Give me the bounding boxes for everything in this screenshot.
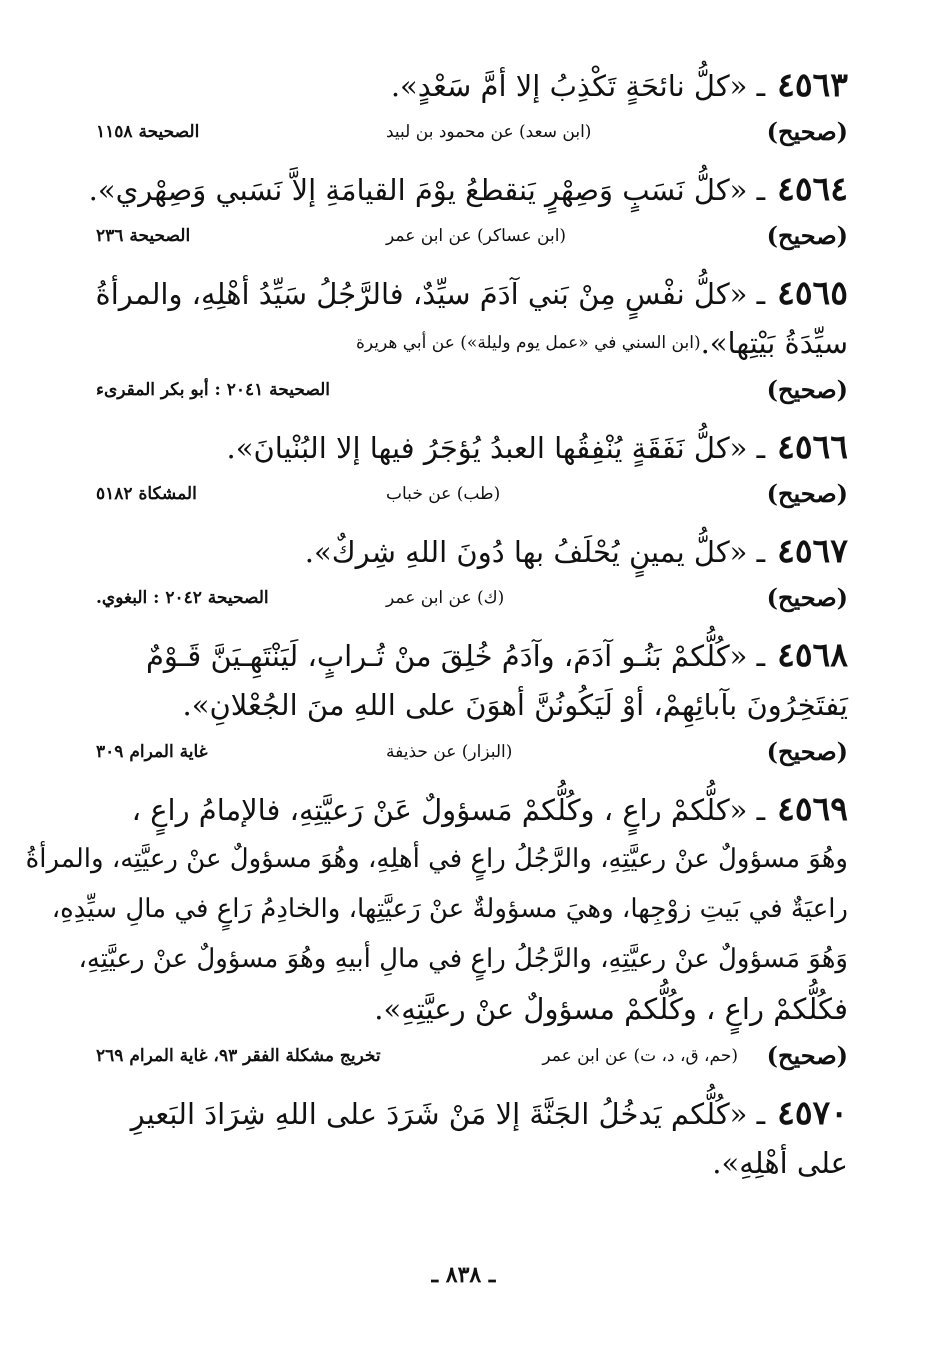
hadith-4565 (96, 268, 848, 318)
hadith-number: ٤٥٦٦ (777, 427, 848, 466)
hadith-text: ـ «كلُّ يمينٍ يُحْلَفُ بها دُونَ اللهِ شِركٌ». (304, 535, 766, 569)
source-line-4568 (96, 730, 848, 774)
source-text: (ك) عن ابن عمر (386, 588, 505, 608)
hadith-4567 (96, 526, 848, 576)
source-line-4567 (96, 576, 848, 620)
reference-text: الصحيحة ٢٣٦ (96, 226, 191, 246)
source-line-4563 (96, 110, 848, 154)
source-text: (ابن عساكر) عن ابن عمر (386, 226, 567, 246)
grade-label: (صحيح) (766, 583, 848, 612)
hadith-4566 (96, 422, 848, 472)
hadith-text: راعيَةٌ في بَيتِ زوْجِها، وهيَ مسؤولةٌ عنْ رَعيَّتِها، والخادِمُ رَاعٍ في مالِ سيِّدِهِ، (51, 894, 848, 924)
page-number: ـ ٨٣٨ ـ (431, 1262, 496, 1288)
hadith-text: على أهْلِهِ». (712, 1146, 848, 1180)
grade-label: (صحيح) (766, 479, 848, 508)
hadith-4569-continuation (96, 984, 848, 1034)
hadith-text: يَفتَخِرُونَ بآبائِهِمْ، أوْ لَيَكُونُنَّ أهوَنَ على اللهِ منَ الجُعْلانِ». (182, 688, 848, 722)
source-text: (طب) عن خباب (386, 484, 501, 504)
hadith-text: ـ «كُلُّكم يَدخُلُ الجَنَّةَ إلا مَنْ شَرَدَ على اللهِ شِرَادَ البَعيرِ (130, 1097, 766, 1131)
hadith-text: ـ «كلُّكمْ راعٍ ، وكُلُّكمْ مَسؤولٌ عَنْ رَعيَّتِهِ، فالإمامُ راعٍ ، (131, 793, 766, 827)
hadith-number: ٤٥٦٧ (777, 531, 848, 570)
page-body (25, 60, 848, 1188)
source-line-4564 (96, 214, 848, 258)
grade-label: (صحيح) (766, 221, 848, 250)
hadith-4569 (96, 784, 848, 834)
grade-label: (صحيح) (766, 117, 848, 146)
hadith-number: ٤٥٦٨ (777, 635, 848, 674)
hadith-number: ٤٥٦٣ (777, 65, 848, 104)
hadith-4568 (96, 630, 848, 680)
hadith-4569-continuation (51, 884, 848, 934)
hadith-4570 (96, 1088, 848, 1138)
hadith-number: ٤٥٦٤ (777, 169, 848, 208)
hadith-text: سيِّدَةُ بَيْتِها». (700, 326, 848, 360)
grade-label: (صحيح) (766, 1041, 848, 1070)
source-line-4569 (96, 1034, 848, 1078)
source-line-4565 (96, 368, 848, 412)
hadith-4569-continuation (25, 834, 848, 884)
source-text: (ابن السني في «عمل يوم وليلة») عن أبي هريرة (356, 333, 701, 353)
grade-label: (صحيح) (766, 375, 848, 404)
hadith-text: ـ «كلُّ نفْسٍ مِنْ بَني آدَمَ سيِّدٌ، فالرَّجُلُ سَيِّدُ أهْلِهِ، والمرأةُ (95, 277, 766, 311)
hadith-text: وهُوَ مسؤولٌ عنْ رعيَّتِهِ، والرَّجُلُ راعٍ في أهلِهِ، وهُوَ مسؤولٌ عنْ رعيَّتِه، والمرأةُ (25, 844, 848, 874)
hadith-4564 (88, 164, 848, 214)
reference-text: الصحيحة ٢٠٤١ : أبو بكر المقرىء (96, 380, 330, 400)
hadith-text: ـ «كلُّ نائحَةٍ تَكْذِبُ إلا أمَّ سَعْدٍ». (390, 69, 766, 103)
source-text: (حم، ق، د، ت) عن ابن عمر (542, 1046, 738, 1066)
hadith-text: ـ «كلُّ نَفَقَةٍ يُنْفِقُها العبدُ يُؤجَرُ فيها إلا البُنْيانَ». (226, 431, 766, 465)
reference-text: غاية المرام ٣٠٩ (96, 742, 208, 762)
reference-text: الصحيحة ٢٠٤٢ : البغوي. (96, 588, 269, 608)
hadith-4565-continuation (96, 318, 848, 368)
hadith-number: ٤٥٧٠ (777, 1093, 848, 1132)
hadith-4570-continuation (96, 1138, 848, 1188)
hadith-text: ـ «كلُّ نَسَبٍ وَصِهْرٍ يَنقطعُ يوْمَ القيامَةِ إلاَّ نَسَبي وَصِهْري». (88, 173, 766, 207)
hadith-number: ٤٥٦٩ (777, 789, 848, 828)
hadith-4563 (96, 60, 848, 110)
hadith-text: وَهُوَ مَسؤولٌ عنْ رعيَّتِهِ، والرَّجُلُ راعٍ في مالِ أبيهِ وهُوَ مسؤولٌ عنْ رعيَّتِهِ، (78, 944, 848, 974)
source-text: (ابن سعد) عن محمود بن لبيد (386, 122, 592, 142)
hadith-4568-continuation (96, 680, 848, 730)
hadith-text: فكُلُّكمْ راعٍ ، وكُلُّكمْ مسؤولٌ عنْ رعيَّتِهِ». (374, 992, 848, 1026)
reference-text: المشكاة ٥١٨٢ (96, 484, 197, 504)
hadith-text: ـ «كُلُّكمْ بَنُـو آدَمَ، وآدَمُ خُلِقَ منْ تُـرابٍ، لَيَنْتَهِـيَنَّ قَـوْمٌ (145, 639, 766, 673)
reference-text: الصحيحة ١١٥٨ (96, 122, 200, 142)
reference-text: تخريج مشكلة الفقر ٩٣، غاية المرام ٢٦٩ (96, 1046, 381, 1066)
hadith-number: ٤٥٦٥ (777, 273, 848, 312)
source-line-4566 (96, 472, 848, 516)
hadith-4569-continuation (78, 934, 848, 984)
source-text: (البزار) عن حذيفة (386, 742, 513, 762)
grade-label: (صحيح) (766, 737, 848, 766)
